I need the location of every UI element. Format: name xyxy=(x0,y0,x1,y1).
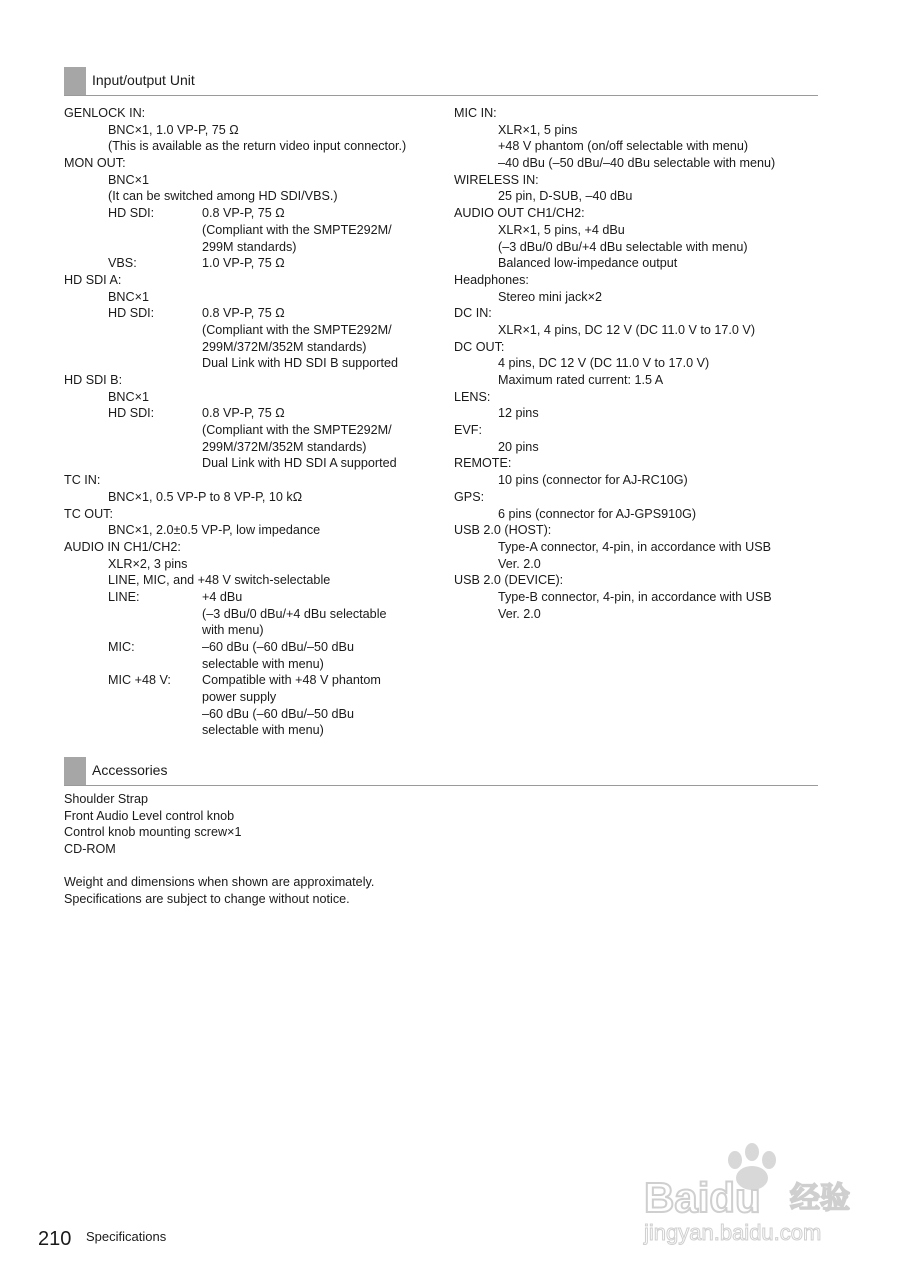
spec-line xyxy=(454,489,834,506)
spec-line xyxy=(454,272,834,289)
spec-value: 0.8 VP-P, 75 Ω xyxy=(202,306,285,321)
spec-line xyxy=(454,105,834,122)
spec-heading: AUDIO IN CH1/CH2: xyxy=(64,539,181,554)
spec-text: (–3 dBu/0 dBu/+4 dBu selectable with menu) xyxy=(498,239,748,254)
spec-value: –60 dBu (–60 dBu/–50 dBu xyxy=(202,640,354,654)
spec-heading: DC OUT: xyxy=(454,339,505,354)
spec-value: 0.8 VP-P, 75 Ω xyxy=(202,206,285,221)
spec-text: Ver. 2.0 xyxy=(498,606,541,621)
spec-line xyxy=(64,188,444,205)
spec-line xyxy=(454,339,834,356)
spec-line xyxy=(64,656,444,673)
spec-text: 299M standards) xyxy=(202,239,297,254)
spec-line xyxy=(64,322,444,339)
spec-line xyxy=(64,155,444,172)
spec-line xyxy=(454,472,834,489)
spec-text: Type-B connector, 4-pin, in accordance with USB xyxy=(498,589,772,604)
spec-text: 299M/372M/352M standards) xyxy=(202,439,367,454)
spec-heading: USB 2.0 (DEVICE): xyxy=(454,573,564,588)
spec-line xyxy=(64,272,444,289)
spec-line xyxy=(64,455,444,472)
spec-line xyxy=(64,689,444,706)
accessory-item: Front Audio Level control knob xyxy=(64,808,235,823)
spec-heading: HD SDI B: xyxy=(64,373,123,387)
spec-line xyxy=(454,422,834,439)
spec-line xyxy=(64,606,444,623)
spec-heading: LENS: xyxy=(454,389,491,404)
spec-text: 12 pins xyxy=(498,406,539,421)
spec-line xyxy=(454,172,834,189)
spec-text: BNC×1 xyxy=(108,289,149,304)
spec-line xyxy=(454,506,834,523)
spec-line xyxy=(454,439,834,456)
watermark-cn: 经验 xyxy=(790,1181,850,1216)
spec-line xyxy=(454,556,834,573)
spec-column-left xyxy=(64,105,444,739)
spec-line xyxy=(454,522,834,539)
spec-line xyxy=(454,572,834,589)
spec-line xyxy=(454,222,834,239)
spec-text: XLR×1, 5 pins, +4 dBu xyxy=(498,222,625,237)
spec-text: Type-A connector, 4-pin, in accordance with USB xyxy=(498,539,772,554)
spec-text: Maximum rated current: 1.5 A xyxy=(498,373,664,387)
spec-heading: USB 2.0 (HOST): xyxy=(454,523,552,538)
spec-line xyxy=(64,138,444,155)
spec-heading: DC IN: xyxy=(454,306,492,321)
spec-line xyxy=(454,355,834,372)
spec-line xyxy=(64,439,444,456)
spec-text: (Compliant with the SMPTE292M/ xyxy=(202,423,392,438)
note-line: Weight and dimensions when shown are approximately. xyxy=(64,875,375,889)
spec-line xyxy=(64,622,444,639)
spec-line xyxy=(64,255,444,272)
spec-line xyxy=(64,105,444,122)
spec-text: HD SDI: xyxy=(108,306,155,321)
spec-text: 6 pins (connector for AJ-GPS910G) xyxy=(498,506,697,521)
spec-line xyxy=(454,389,834,406)
spec-text: LINE: xyxy=(108,589,140,604)
spec-line xyxy=(454,322,834,339)
spec-line xyxy=(64,672,444,689)
spec-heading: TC IN: xyxy=(64,473,101,488)
spec-line xyxy=(64,339,444,356)
spec-text: XLR×1, 4 pins, DC 12 V (DC 11.0 V to 17.0 V) xyxy=(498,322,756,337)
accessory-item: Control knob mounting screw×1 xyxy=(64,825,242,840)
spec-line xyxy=(454,122,834,139)
spec-heading: EVF: xyxy=(454,423,482,438)
spec-text: BNC×1 xyxy=(108,172,149,187)
spec-text: BNC×1, 1.0 VP-P, 75 Ω xyxy=(108,122,239,137)
spec-text: HD SDI: xyxy=(108,206,155,221)
accessory-item: Shoulder Strap xyxy=(64,792,149,806)
spec-text: –60 dBu (–60 dBu/–50 dBu xyxy=(202,706,354,721)
spec-text: with menu) xyxy=(202,623,264,638)
spec-text: (–3 dBu/0 dBu/+4 dBu selectable xyxy=(202,606,387,621)
page-number: 210 xyxy=(38,1228,72,1250)
spec-text: XLR×2, 3 pins xyxy=(108,556,188,571)
spec-heading: HD SDI A: xyxy=(64,272,122,287)
spec-line xyxy=(64,405,444,422)
spec-heading: Headphones: xyxy=(454,272,529,287)
spec-text: Balanced low-impedance output xyxy=(498,256,678,271)
watermark-brand: Baidu xyxy=(644,1174,761,1221)
spec-text: selectable with menu) xyxy=(202,723,324,738)
footer-label: Specifications xyxy=(86,1229,167,1244)
spec-text: Dual Link with HD SDI B supported xyxy=(202,356,398,371)
spec-heading: AUDIO OUT CH1/CH2: xyxy=(454,206,585,221)
spec-heading: REMOTE: xyxy=(454,456,512,471)
spec-line xyxy=(454,255,834,272)
notes xyxy=(64,874,664,907)
spec-line xyxy=(64,172,444,189)
spec-value: 1.0 VP-P, 75 Ω xyxy=(202,256,285,271)
spec-line xyxy=(454,188,834,205)
section-header-accessories xyxy=(64,757,818,786)
spec-text: (This is available as the return video input connector.) xyxy=(108,139,407,154)
spec-line xyxy=(64,222,444,239)
spec-text: +48 V phantom (on/off selectable with menu) xyxy=(498,139,749,154)
spec-text: Stereo mini jack×2 xyxy=(498,289,602,304)
spec-line xyxy=(454,372,834,389)
spec-text: 25 pin, D-SUB, –40 dBu xyxy=(498,189,633,204)
section-marker xyxy=(64,67,86,95)
note-line: Specifications are subject to change without notice. xyxy=(64,891,350,906)
spec-line xyxy=(64,372,444,389)
spec-line xyxy=(454,138,834,155)
spec-text: 299M/372M/352M standards) xyxy=(202,339,367,354)
section-marker xyxy=(64,757,86,785)
spec-line xyxy=(64,506,444,523)
spec-line xyxy=(64,539,444,556)
spec-text: 20 pins xyxy=(498,439,539,454)
spec-line xyxy=(64,522,444,539)
spec-text: XLR×1, 5 pins xyxy=(498,122,578,137)
spec-text: power supply xyxy=(202,690,277,705)
spec-line xyxy=(454,589,834,606)
baidu-watermark-logo xyxy=(640,1140,870,1250)
section-header-io xyxy=(64,67,818,96)
spec-text: Ver. 2.0 xyxy=(498,556,541,571)
spec-line xyxy=(64,389,444,406)
spec-line xyxy=(454,405,834,422)
spec-line xyxy=(454,305,834,322)
spec-line xyxy=(454,455,834,472)
spec-line xyxy=(454,539,834,556)
spec-line xyxy=(64,489,444,506)
spec-line xyxy=(64,355,444,372)
spec-line xyxy=(64,289,444,306)
spec-line xyxy=(64,572,444,589)
spec-line xyxy=(454,606,834,623)
spec-line xyxy=(64,205,444,222)
spec-text: BNC×1, 0.5 VP-P to 8 VP-P, 10 kΩ xyxy=(108,489,303,504)
spec-line xyxy=(64,239,444,256)
spec-text: (Compliant with the SMPTE292M/ xyxy=(202,222,392,237)
accessory-item: CD-ROM xyxy=(64,842,116,857)
spec-heading: GPS: xyxy=(454,489,485,504)
spec-text: MIC +48 V: xyxy=(108,673,171,688)
spec-heading: GENLOCK IN: xyxy=(64,106,146,120)
spec-heading: MON OUT: xyxy=(64,156,126,171)
spec-line xyxy=(454,289,834,306)
spec-line xyxy=(64,639,444,656)
spec-line xyxy=(64,122,444,139)
spec-line xyxy=(64,722,444,739)
spec-line xyxy=(64,556,444,573)
spec-line xyxy=(64,422,444,439)
spec-heading: TC OUT: xyxy=(64,506,113,521)
spec-text: (It can be switched among HD SDI/VBS.) xyxy=(108,189,338,204)
spec-text: (Compliant with the SMPTE292M/ xyxy=(202,322,392,337)
section-title-accessories: Accessories xyxy=(92,762,168,778)
section-title-io: Input/output Unit xyxy=(92,72,195,88)
spec-text: LINE, MIC, and +48 V switch-selectable xyxy=(108,573,331,588)
spec-line xyxy=(454,205,834,222)
spec-value: Compatible with +48 V phantom xyxy=(202,673,381,688)
spec-text: BNC×1 xyxy=(108,389,149,404)
spec-text: 4 pins, DC 12 V (DC 11.0 V to 17.0 V) xyxy=(498,356,710,371)
spec-text: selectable with menu) xyxy=(202,656,324,671)
spec-line xyxy=(64,305,444,322)
spec-value: +4 dBu xyxy=(202,589,243,604)
spec-text: 10 pins (connector for AJ-RC10G) xyxy=(498,473,688,488)
watermark-url: jingyan.baidu.com xyxy=(644,1220,822,1245)
spec-line xyxy=(64,589,444,606)
spec-text: Dual Link with HD SDI A supported xyxy=(202,456,397,471)
accessories-list xyxy=(64,791,664,858)
spec-line xyxy=(64,472,444,489)
spec-value: 0.8 VP-P, 75 Ω xyxy=(202,406,285,421)
spec-text: VBS: xyxy=(108,256,137,271)
spec-line xyxy=(454,239,834,256)
spec-text: HD SDI: xyxy=(108,406,155,421)
spec-text: BNC×1, 2.0±0.5 VP-P, low impedance xyxy=(108,523,321,538)
spec-line xyxy=(64,706,444,723)
spec-line xyxy=(454,155,834,172)
spec-heading: WIRELESS IN: xyxy=(454,172,539,187)
spec-heading: MIC IN: xyxy=(454,106,497,120)
spec-text: –40 dBu (–50 dBu/–40 dBu selectable with menu) xyxy=(498,156,776,171)
spec-text: MIC: xyxy=(108,640,135,654)
spec-column-right xyxy=(454,105,834,622)
